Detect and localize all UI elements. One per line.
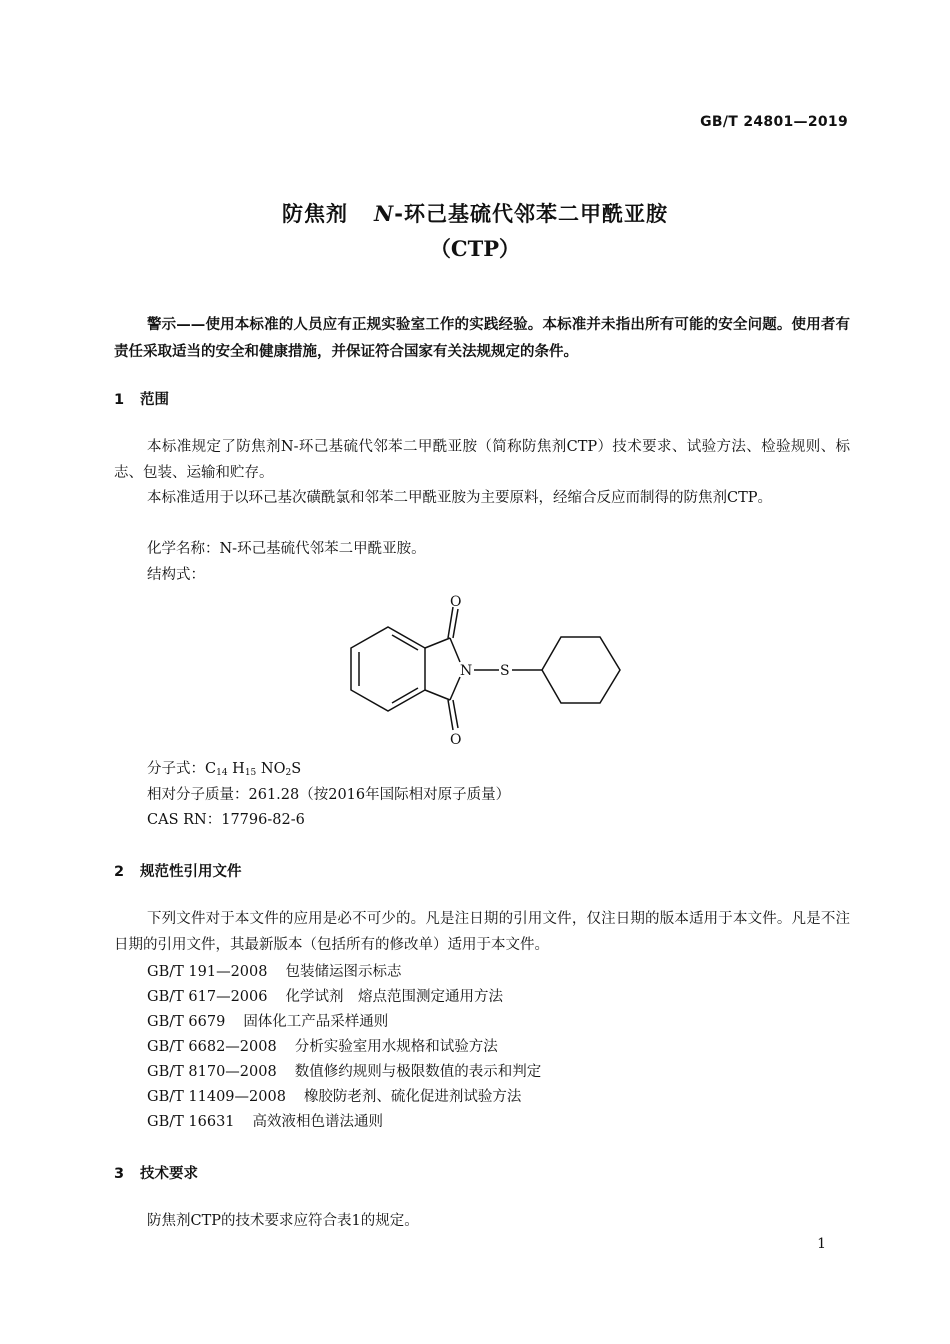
page-number: 1 [817,1236,826,1252]
bond [450,677,460,700]
reference-item [147,1010,388,1031]
section-title: 范围 [140,392,169,408]
structural-formula [330,590,630,750]
section-2-heading [114,860,242,881]
section-title: 规范性引用文件 [140,864,242,880]
reference-code: GB/T 16631 [147,1114,235,1130]
reference-item [147,1110,383,1131]
cyclohexane-ring [542,637,620,703]
section-3-heading [114,1162,198,1183]
formula-s: S [291,761,302,777]
section-1-para-2: 本标准适用于以环己基次磺酰氯和邻苯二甲酰亚胺为主要原料，经缩合反应而制得的防焦剂CTP。 [147,490,773,506]
reference-item [147,1035,498,1056]
section-title: 技术要求 [140,1166,198,1182]
section-1-heading [114,388,169,409]
atom-o-bottom: O [450,732,462,748]
molecular-mass: 相对分子质量：261.28（按2016年国际相对原子质量） [147,787,511,803]
formula-label: 分子式： [147,761,205,777]
chemical-name: 化学名称：N-环己基硫代邻苯二甲酰亚胺。 [147,541,426,557]
formula-h: H [232,761,245,777]
benzene-ring [351,627,425,711]
atom-s: S [500,663,510,679]
formula-c-count: 14 [216,768,228,778]
structure-label: 结构式： [147,567,205,583]
reference-code: GB/T 6679 [147,1014,226,1030]
reference-code: GB/T 191—2008 [147,964,268,980]
carbonyl-bond [453,609,458,638]
reference-code: GB/T 11409—2008 [147,1089,286,1105]
section-3-para: 防焦剂CTP的技术要求应符合表1的规定。 [147,1213,419,1229]
reference-item [147,1060,541,1081]
bond [425,638,450,648]
section-number: 2 [114,864,125,880]
title-prefix: 防焦剂 [282,202,349,226]
title-italic-n: N [374,201,395,226]
bond [425,690,450,700]
atom-o-top: O [450,594,462,610]
section-number: 3 [114,1166,125,1182]
reference-title: 包装储运图示标志 [285,964,402,980]
carbonyl-bond [448,700,453,730]
reference-title: 化学试剂 熔点范围测定通用方法 [285,989,503,1005]
bond [450,638,460,662]
section-1-para-1: 本标准规定了防焦剂N-环己基硫代邻苯二甲酰亚胺（简称防焦剂CTP）技术要求、试验方法、检验规则、标志、包装、运输和贮存。 [114,439,850,481]
formula-c: C [205,761,217,777]
document-subtitle: （CTP） [429,236,521,261]
section-2-para: 下列文件对于本文件的应用是必不可少的。凡是注日期的引用文件，仅注日期的版本适用于本文件。凡是不注日期的引用文件，其最新版本（包括所有的修改单）适用于本文件。 [114,911,850,953]
molecular-formula [147,757,301,778]
reference-title: 高效液相色谱法通则 [252,1114,384,1130]
cas-number: CAS RN：17796-82-6 [147,812,305,828]
reference-item [147,1085,521,1106]
reference-code: GB/T 617—2006 [147,989,268,1005]
reference-title: 分析实验室用水规格和试验方法 [294,1039,498,1055]
atom-n: N [460,663,473,679]
reference-code: GB/T 8170—2008 [147,1064,277,1080]
reference-code: GB/T 6682—2008 [147,1039,277,1055]
reference-title: 数值修约规则与极限数值的表示和判定 [294,1064,542,1080]
section-number: 1 [114,392,125,408]
standard-code: GB/T 24801—2019 [700,114,848,130]
warning-paragraph: 警示——使用本标准的人员应有正规实验室工作的实践经验。本标准并未指出所有可能的安全问题。使用者有责任采取适当的安全和健康措施，并保证符合国家有关法规规定的条件。 [114,317,850,360]
reference-title: 固体化工产品采样通则 [243,1014,389,1030]
formula-o-count: 2 [285,768,292,778]
reference-item [147,985,503,1006]
carbonyl-bond [453,700,458,728]
document-title [0,198,950,228]
formula-no: NO [260,761,286,777]
formula-h-count: 15 [244,768,257,778]
carbonyl-bond [448,607,453,638]
title-rest: -环己基硫代邻苯二甲酰亚胺 [394,202,668,226]
reference-title: 橡胶防老剂、硫化促进剂试验方法 [303,1089,522,1105]
reference-item [147,960,401,981]
